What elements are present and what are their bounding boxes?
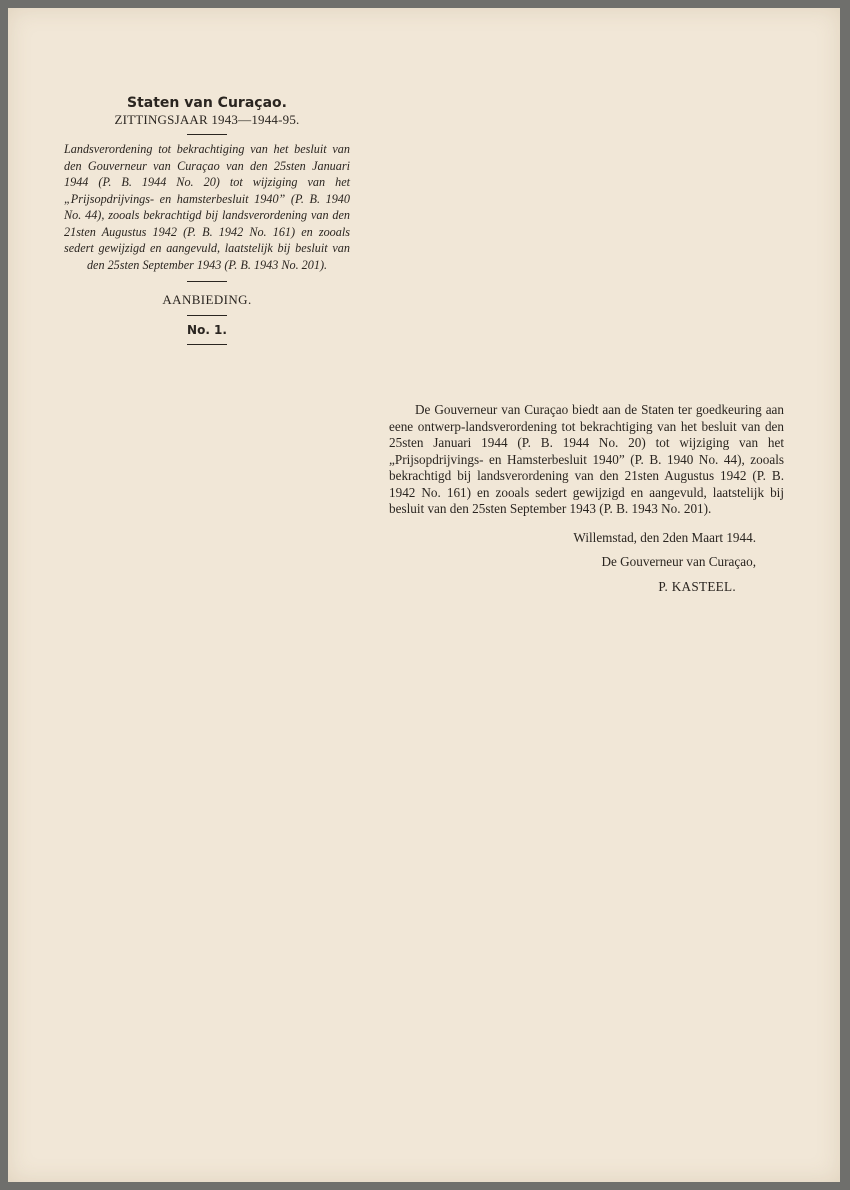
divider-rule bbox=[187, 134, 227, 135]
session-year: ZITTINGSJAAR 1943—1944-95. bbox=[114, 112, 300, 127]
governor-title: De Gouverneur van Curaçao, bbox=[601, 554, 756, 569]
document-number: No. 1. bbox=[187, 323, 227, 337]
divider-rule bbox=[187, 344, 227, 345]
header-column bbox=[62, 94, 352, 345]
subject-text: Landsverordening tot bekrachtiging van het besluit van den Gouverneur van Curaçao van den 25sten Januari 1944 (P. B. 1944 No. 20) tot wijziging van het „Prijsopdrijvings- en hamsterbesluit 1940” (P. B. 1940 No. 44), zooals bekrachtigd bij landsverordening van den 21sten Augustus 1942 (P. B. 1942 No. 161) en zooals sedert gewijzigd en aangevuld, laatstelijk bij besluit van den 25sten September 1943 (P. B. 1943 No. 201). bbox=[64, 142, 350, 272]
document-page bbox=[8, 8, 840, 1182]
signer-name: P. KASTEEL. bbox=[658, 578, 736, 594]
place-date: Willemstad, den 2den Maart 1944. bbox=[573, 529, 756, 545]
document-type: AANBIEDING. bbox=[162, 292, 252, 307]
divider-rule bbox=[187, 315, 227, 316]
body-paragraph: De Gouverneur van Curaçao biedt aan de Staten ter goedkeuring aan eene ontwerp-landsverordening tot bekrachtiging van het besluit van den 25sten Januari 1944 (P. B. 1944 No. 20) tot wijziging van het „Prijsopdrijvings- en Hamsterbesluit 1940” (P. B. 1940 No. 44), zooals bekrachtigd bij landsverordening van den 21sten Augustus 1942 (P. B. 1942 No. 161) en zooals sedert gewijzigd en aangevuld, laatstelijk bij besluit van den 25sten September 1943 (P. B. 1943 No. 201). bbox=[389, 402, 784, 516]
divider-rule bbox=[187, 281, 227, 282]
document-title: Staten van Curaçao. bbox=[127, 95, 287, 111]
body-column bbox=[389, 402, 784, 595]
